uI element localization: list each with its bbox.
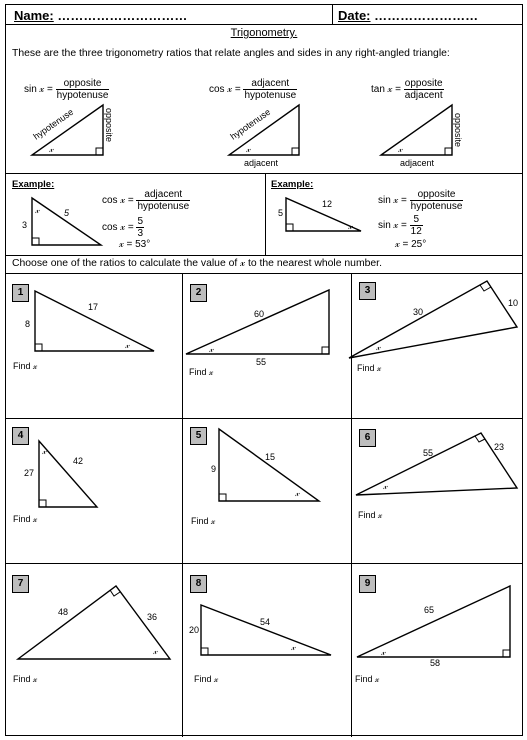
question-number-8: 8: [190, 575, 207, 593]
example2-answer: 𝓍 = 25°: [395, 239, 427, 250]
name-label: Name:: [14, 8, 54, 23]
svg-text:𝓍: 𝓍: [209, 344, 214, 354]
svg-text:12: 12: [322, 199, 333, 209]
cos-formula: cos 𝓍 = $\frac{\text{adjacent}}{\text{hypotenuse}}$: [209, 78, 297, 101]
question8-triangle: [189, 605, 331, 655]
tan-formula: tan 𝓍 = $\frac{\text{opposite}}{\text{adjacent}}$: [371, 78, 443, 101]
instruction-text: Choose one of the ratios to calculate the value of 𝓍 to the nearest whole number.: [12, 258, 382, 269]
find-label-9: Find 𝓍: [355, 674, 380, 684]
example1-step1: cos 𝓍 = $\frac{\text{adjacent}}{\text{hypotenuse}}$: [102, 189, 190, 212]
svg-text:9: 9: [211, 464, 217, 474]
svg-text:20: 20: [189, 625, 200, 635]
question9-triangle: [357, 586, 510, 668]
svg-text:𝓍: 𝓍: [381, 647, 386, 657]
question7-triangle: [18, 586, 170, 659]
question3-triangle: [349, 281, 518, 358]
svg-text:adjacent: adjacent: [400, 158, 435, 168]
example1-label: Example:: [12, 179, 55, 190]
find-label-3: Find 𝓍: [357, 363, 382, 373]
find-label-4: Find 𝓍: [13, 514, 38, 524]
svg-text:opposite: opposite: [104, 108, 114, 143]
svg-text:𝓍: 𝓍: [398, 144, 403, 154]
svg-text:opposite: opposite: [453, 113, 463, 148]
date-label: Date:: [338, 8, 371, 23]
question6-triangle: [356, 433, 517, 495]
svg-text:𝓍: 𝓍: [376, 342, 381, 352]
svg-text:15: 15: [265, 452, 276, 462]
find-label-7: Find 𝓍: [13, 674, 38, 684]
question-number-9: 9: [359, 575, 376, 593]
svg-text:𝓍: 𝓍: [42, 446, 47, 456]
svg-text:27: 27: [24, 468, 35, 478]
intro-text: These are the three trigonometry ratios that relate angles and sides in any right-angled triangle:: [12, 48, 450, 59]
svg-text:3: 3: [22, 220, 28, 230]
svg-text:5: 5: [64, 208, 70, 218]
svg-text:hypotenuse: hypotenuse: [31, 106, 76, 142]
question2-triangle: [186, 290, 329, 367]
date-dots: ……………………: [374, 8, 479, 23]
sin-formula: sin 𝓍 = $\frac{\text{opposite}}{\text{hypotenuse}}$: [24, 78, 109, 101]
svg-text:54: 54: [260, 617, 271, 627]
svg-text:23: 23: [494, 442, 505, 452]
svg-text:42: 42: [73, 456, 84, 466]
svg-text:𝓍: 𝓍: [291, 642, 296, 652]
example2-step1: sin 𝓍 = $\frac{\text{opposite}}{\text{hypotenuse}}$: [378, 189, 463, 212]
worksheet: [5, 4, 523, 736]
find-label-8: Find 𝓍: [194, 674, 219, 684]
question-number-4: 4: [12, 427, 29, 445]
svg-text:60: 60: [254, 309, 265, 319]
svg-text:48: 48: [58, 607, 69, 617]
example2-label: Example:: [271, 179, 314, 190]
svg-text:𝓍: 𝓍: [125, 340, 130, 350]
svg-text:𝓍: 𝓍: [49, 144, 54, 154]
question-number-6: 6: [359, 429, 376, 447]
name-dots: …………………………: [57, 8, 188, 23]
question-triangles: [6, 5, 524, 737]
question-number-1: 1: [12, 284, 29, 302]
svg-text:55: 55: [423, 448, 434, 458]
page-title: Trigonometry.: [230, 27, 298, 39]
svg-text:𝓍: 𝓍: [153, 646, 158, 656]
example1-answer: 𝓍 = 53°: [119, 239, 151, 250]
svg-text:5: 5: [278, 208, 284, 218]
question-number-3: 3: [359, 282, 376, 300]
svg-text:adjacent: adjacent: [244, 158, 279, 168]
question5-triangle: [211, 429, 319, 501]
example1-step2: cos 𝓍 = $\frac{5}{3}$: [102, 216, 144, 239]
svg-text:58: 58: [430, 658, 441, 668]
svg-text:10: 10: [508, 298, 519, 308]
question-number-2: 2: [190, 284, 207, 302]
find-label-1: Find 𝓍: [13, 361, 38, 371]
svg-text:𝓍: 𝓍: [295, 488, 300, 498]
question1-triangle: [25, 291, 154, 351]
svg-text:65: 65: [424, 605, 435, 615]
svg-text:𝓍: 𝓍: [35, 205, 40, 215]
svg-text:𝓍: 𝓍: [383, 481, 388, 491]
svg-text:8: 8: [25, 319, 31, 329]
svg-text:17: 17: [88, 302, 99, 312]
svg-text:hypotenuse: hypotenuse: [228, 106, 273, 142]
question-number-5: 5: [190, 427, 207, 445]
find-label-6: Find 𝓍: [358, 510, 383, 520]
svg-text:𝓍: 𝓍: [246, 144, 251, 154]
question4-triangle: [24, 441, 97, 507]
find-label-5: Find 𝓍: [191, 516, 216, 526]
svg-text:𝓍: 𝓍: [348, 221, 353, 231]
example2-step2: sin 𝓍 = $\frac{5}{12}$: [378, 214, 422, 237]
svg-text:36: 36: [147, 612, 158, 622]
svg-text:55: 55: [256, 357, 267, 367]
svg-text:30: 30: [413, 307, 424, 317]
find-label-2: Find 𝓍: [189, 367, 214, 377]
question-number-7: 7: [12, 575, 29, 593]
